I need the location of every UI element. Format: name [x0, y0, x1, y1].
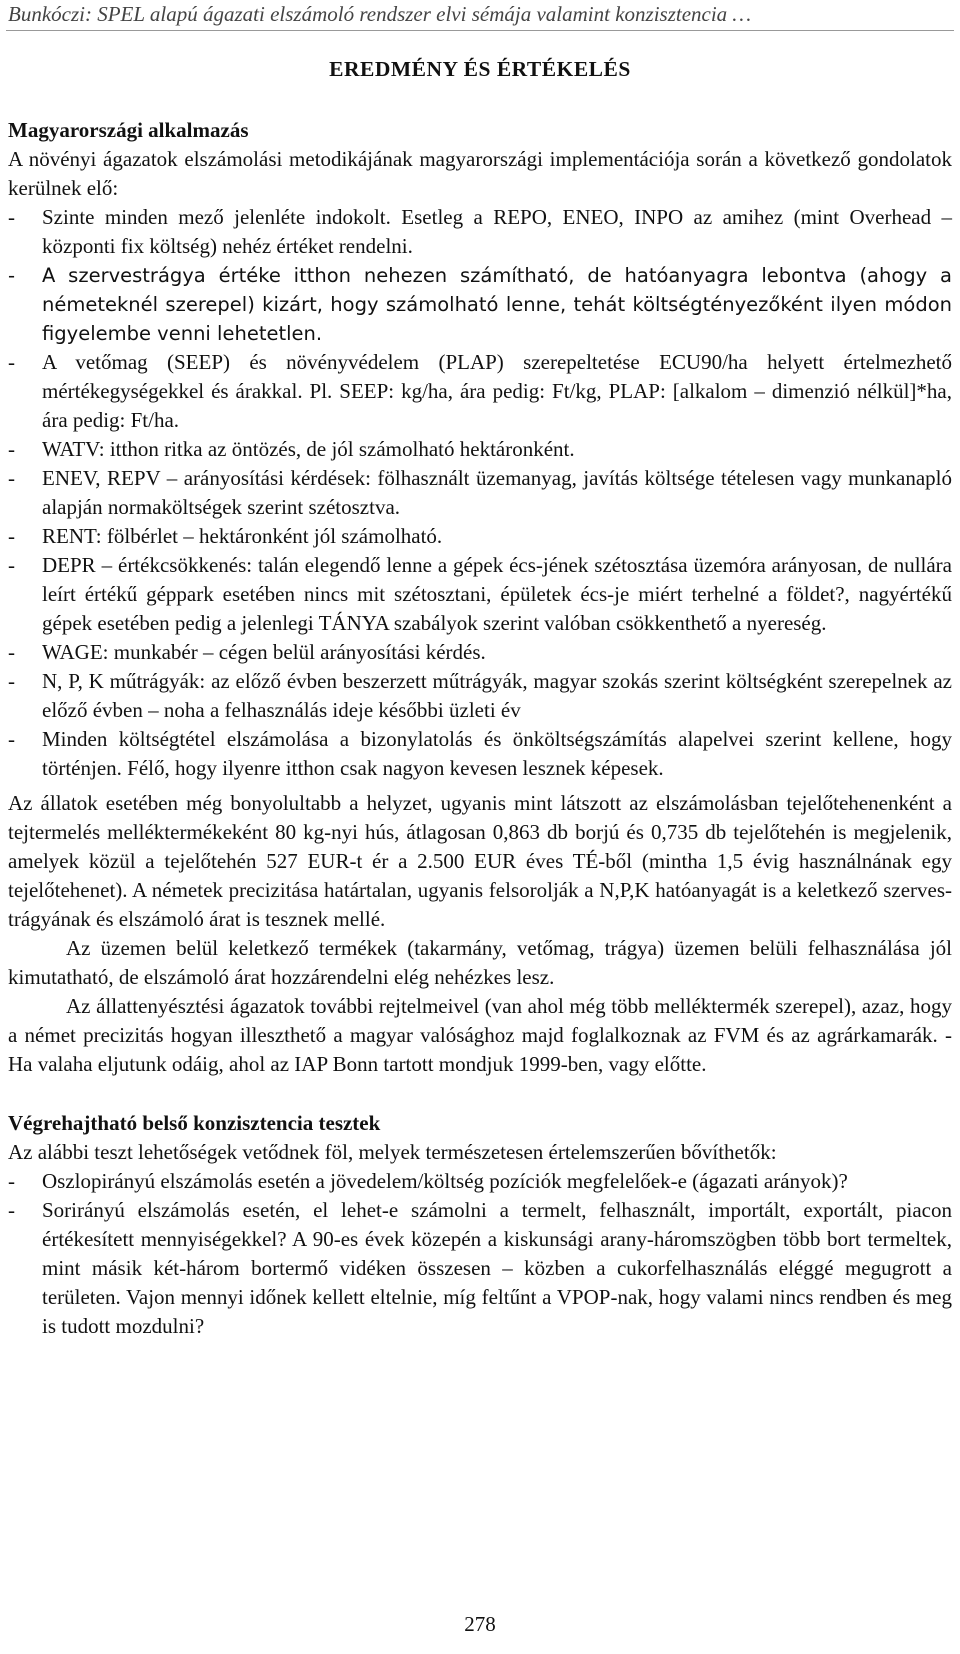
subsection-heading: Magyarországi alkalmazás [8, 118, 249, 142]
list-item: - Szinte minden mező jelenléte indokolt. Esetleg a REPO, ENEO, INPO az amihez (mint Overhead – központi fix költség) nehéz értéket rendelni. [8, 203, 952, 261]
list-item: - Sorirányú elszámolás esetén, el lehet-e számolni a termelt, felhasznált, importált, exportált, piacon értékesített mennyiségekkel? A 90-es évek közepén a kiskunsági arany-háromszögben több bort termeltek, mint másik két-három bortermő vidéken összesen – közben a cukorfelhasználás eléggé megugrott a területen. Vajon mennyi időnek kellett eltelnie, míg feltűnt a VPOP-nak, hogy valami nincs rendben és meg is tudott mozdulni? [8, 1196, 952, 1341]
section-title: EREDMÉNY ÉS ÉRTÉKELÉS [329, 57, 631, 81]
list-item: - Minden költségtétel elszámolása a bizonylatolás és önköltségszámítás alapelvei szerint kellene, hogy történjen. Félő, hogy ilyenre itthon csak nagyon kevesen lesznek képesek. [8, 725, 952, 783]
body-paragraph: Az állattenyésztési ágazatok további rejtelmeivel (van ahol még több melléktermék szerepel), azaz, hogy a német precizitás hogyan illeszthető a magyar valósághoz majd foglalkoznak az FVM és az agrárkamarák. - Ha valaha eljutunk odáig, ahol az IAP Bonn tartott mondjuk 1999-ben, vagy előtte. [8, 994, 952, 1076]
list-item: - Oszlopirányú elszámolás esetén a jövedelem/költség pozíciók megfelelőek-e (ágazati arányok)? [8, 1167, 952, 1196]
body-paragraph: Az üzemen belül keletkező termékek (takarmány, vetőmag, trágya) üzemen belüli felhasználása jól kimutatható, de elszámoló árat hozzárendelni elég nehézkes lesz. [8, 936, 952, 989]
body-paragraph: Az állatok esetében még bonyolultabb a helyzet, ugyanis mint látszott az elszámolásban tejelőtehenenként a tejtermelés melléktermékeként 80 kg-nyi hús, átlagosan 0,863 db borjú és 0,735 db tejelőtehén is megjelenik, amelyek közül a tejelőtehén 527 EUR-t ér a 2.500 EUR éves TÉ-ből (mintha 1,5 évig használnának egy tejelőtehenet). A németek precizitása határtalan, ugyanis felsorolják a N,P,K hatóanyagát is a keletkező szerves-trágyának és elszámoló árat is tesznek mellé. [8, 791, 952, 931]
subsection-heading: Végrehajtható belső konzisztencia tesztek [8, 1111, 381, 1135]
consistency-test-list [8, 1167, 952, 1341]
running-header: Bunkóczi: SPEL alapú ágazati elszámoló rendszer elvi sémája valamint konzisztencia … [8, 2, 752, 26]
list-item: - WATV: itthon ritka az öntözés, de jól számolható hektáronként. [8, 435, 952, 464]
page-number: 278 [464, 1612, 496, 1636]
list-item: - A szervestrágya értéke itthon nehezen számítható, de hatóanyagra lebontva (ahogy a németeknél szerepel) kizárt, hogy számolható lenne, tehát költségtényezőként ilyen módon figyelembe venni lehetetlen. [8, 261, 952, 348]
list-item: - RENT: fölbérlet – hektáronként jól számolható. [8, 522, 952, 551]
subsection-intro: Az alábbi teszt lehetőségek vetődnek föl, melyek természetesen értelemszerűen bővíthetők: [8, 1140, 777, 1164]
list-item: - A vetőmag (SEEP) és növényvédelem (PLAP) szerepeltetése ECU90/ha helyett értelmezhető mértékegységekkel és árakkal. Pl. SEEP: kg/ha, ára pedig: Ft/kg, PLAP: [alkalom – dimenzió nélkül]*ha, ára pedig: Ft/ha. [8, 348, 952, 435]
list-item: - N, P, K műtrágyák: az előző évben beszerzett műtrágyák, magyar szokás szerint költségként szerepelnek az előző évben – noha a felhasználás ideje későbbi üzleti év [8, 667, 952, 725]
list-item: - WAGE: munkabér – cégen belül arányosítási kérdés. [8, 638, 952, 667]
list-item: - DEPR – értékcsökkenés: talán elegendő lenne a gépek écs-jének szétosztása üzemóra arányosan, de nullára leírt értékű géppark esetében nincs mit szétosztani, épületek écs-je miért terhelné a földet?, nagyértékű gépek esetében pedig a jelenlegi TÁNYA szabályok szerint valóban csökkenthető a nyereség. [8, 551, 952, 638]
list-item: - ENEV, REPV – arányosítási kérdések: fölhasznált üzemanyag, javítás költsége tételesen vagy munkanapló alapján normaköltségek szerint szétosztva. [8, 464, 952, 522]
document-body [8, 116, 952, 1341]
subsection-intro: A növényi ágazatok elszámolási metodikájának magyarországi implementációja során a következő gondolatok kerülnek elő: [8, 147, 952, 200]
header-divider [6, 30, 954, 31]
plant-sector-list [8, 203, 952, 783]
